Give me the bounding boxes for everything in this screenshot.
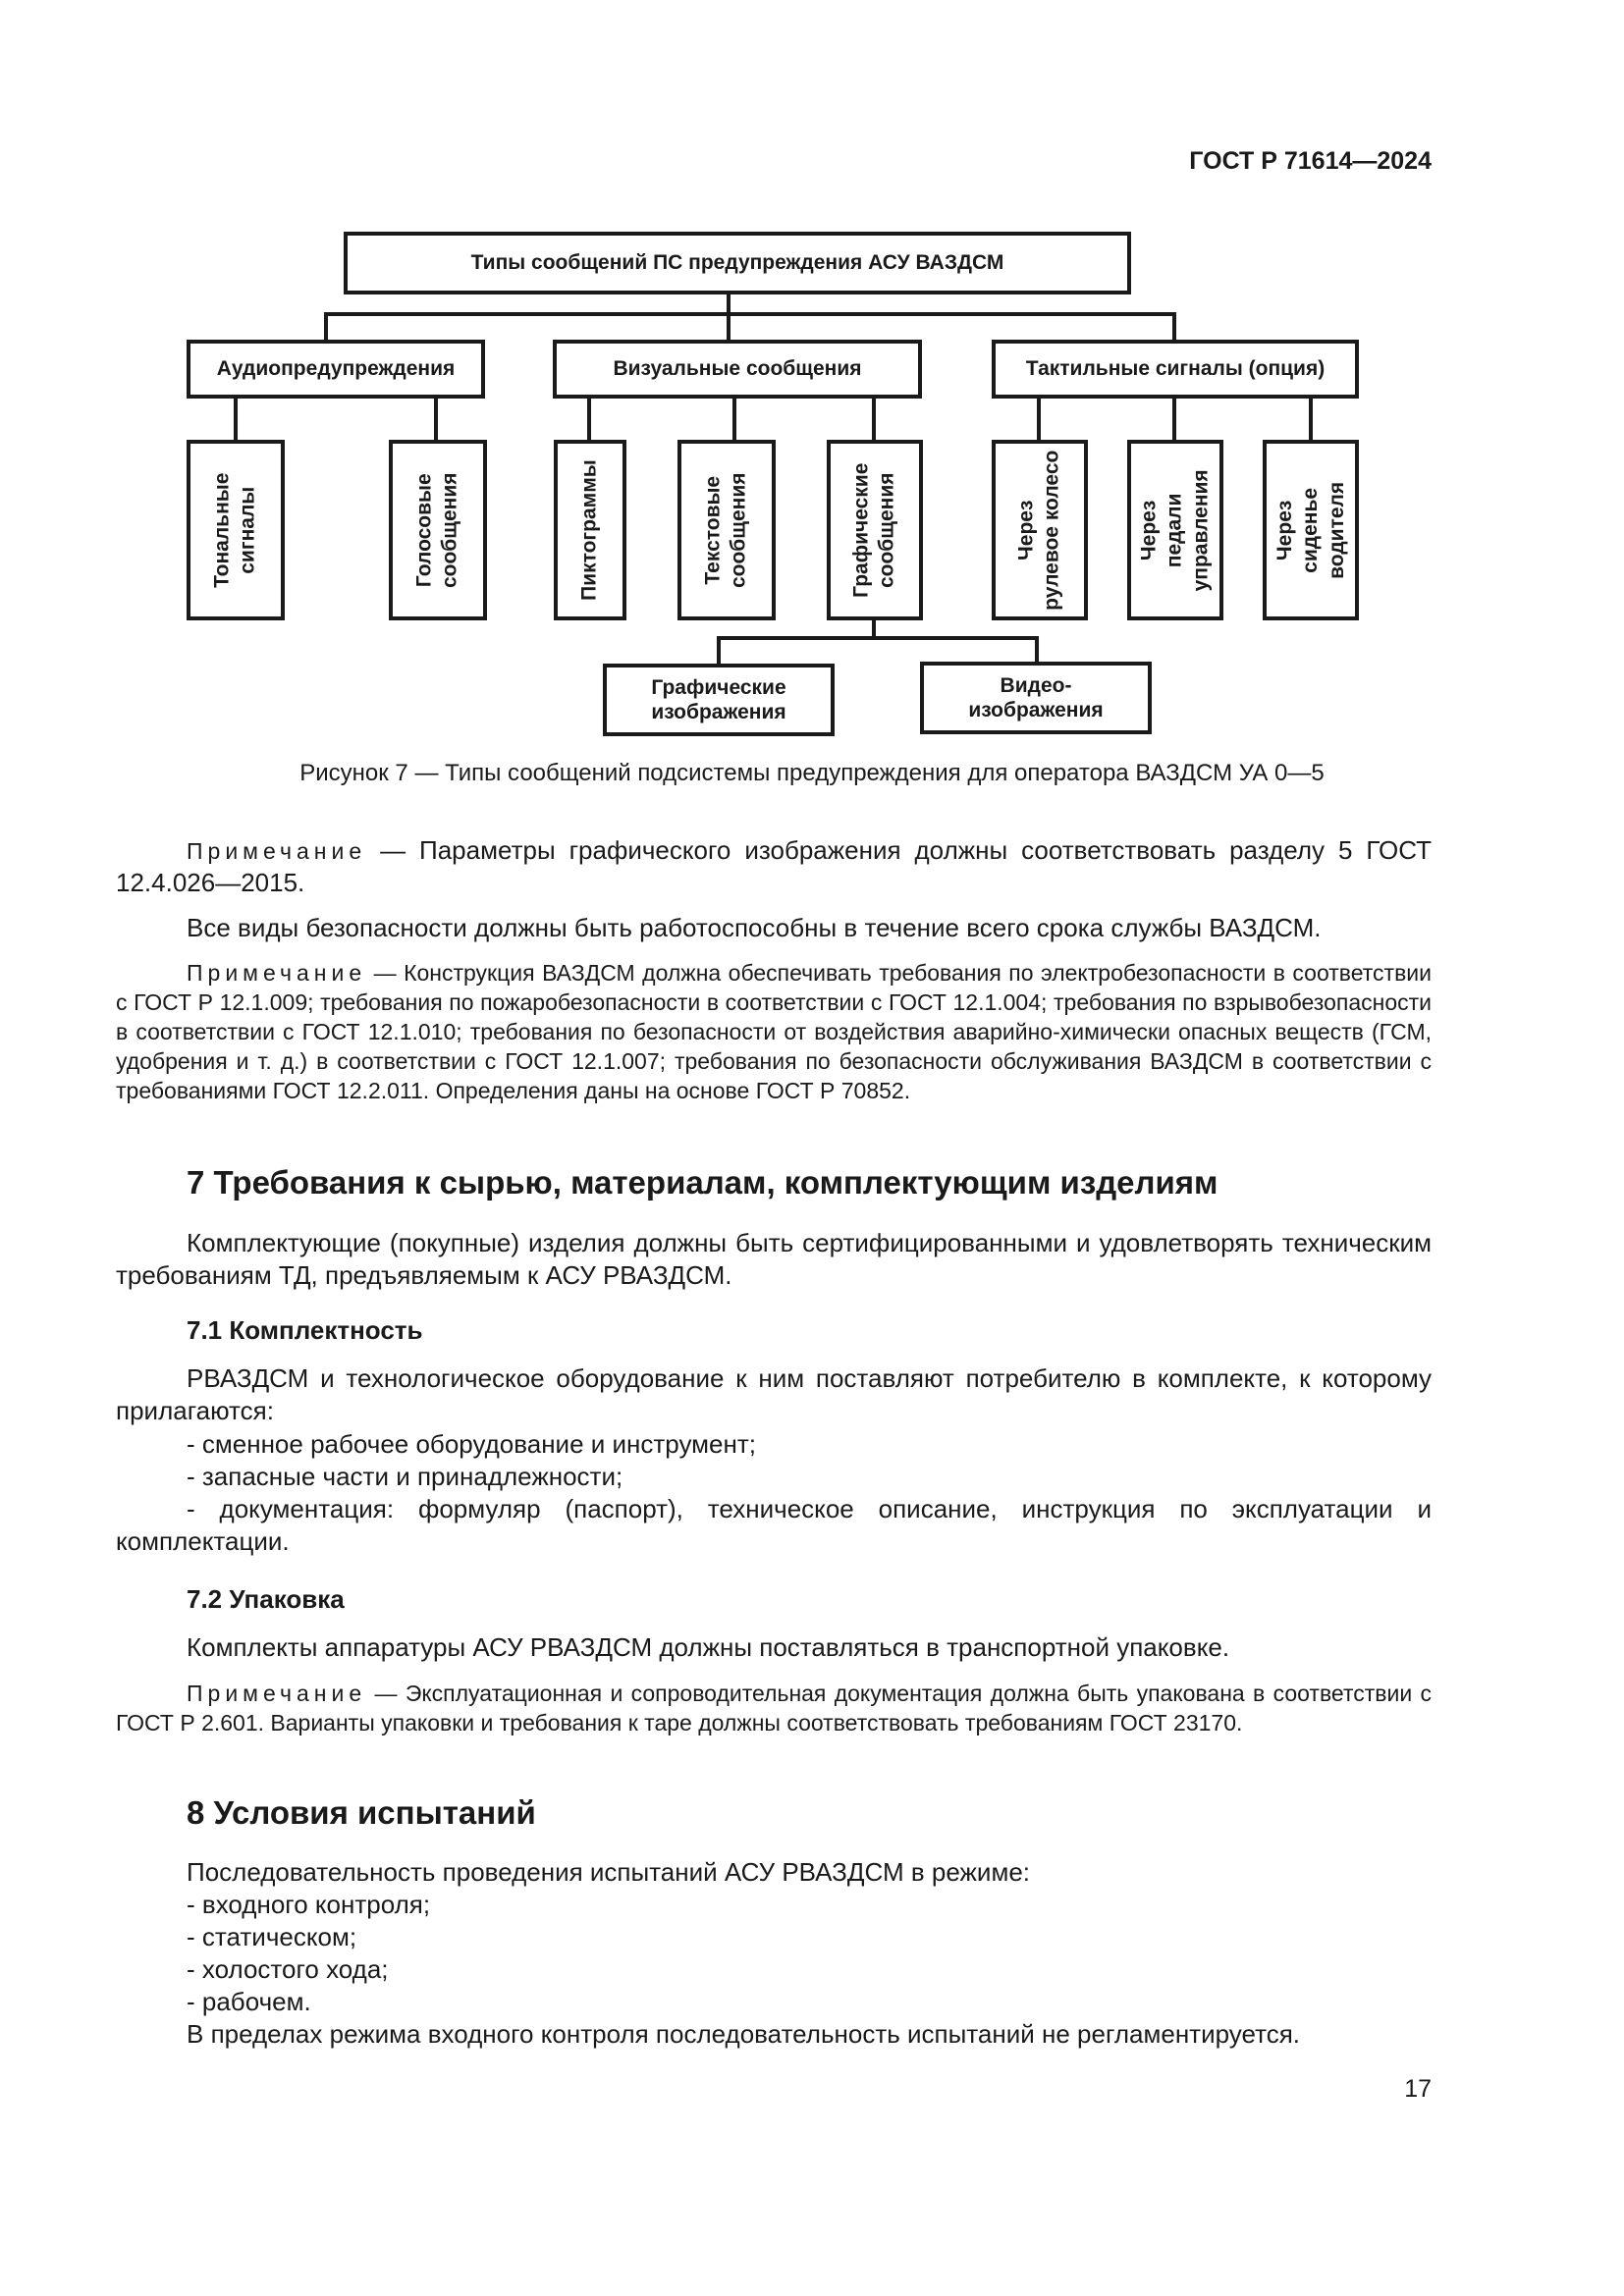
note-3 [116,1679,1432,1737]
note-1-text: — Параметры графического изображения должны соответствовать разделу 5 ГОСТ 12.4.026—2015. [116,835,1432,897]
section-7-1-paragraph: РВАЗДСМ и технологическое оборудование к ним поставляют потребителю в комплекте, к которому прилагаются: [116,1363,1432,1425]
diagram-leaf-pedals [1127,440,1223,620]
diagram-leaf-steering-wheel-text: Через рулевое колесо [1014,450,1063,611]
diagram-sub-graphic-images: Графические изображения [603,664,835,736]
note-2-text: — Конструкция ВАЗДСМ должна обеспечивать требования по электробезопасности в соответствии с ГОСТ Р 12.1.009; требования по пожаробезопасности в соответствии с ГОСТ 12.1.004; требования по взрывобезопасности в соответствии с ГОСТ 12.1.010; требования по безопасности от воздействия аварийно-химически опасных веществ (ГСМ, удобрения и т. д.) в соответствии с ГОСТ 12.1.007; требования по безопасности обслуживания ВАЗДСМ в соответствии с требованиями ГОСТ 12.2.011. Определения даны на основе ГОСТ Р 70852. [116,960,1433,1103]
diagram-leaf-pedals-text: Через педали управления [1137,468,1213,592]
diagram-group-tactile: Тактильные сигналы (опция) [992,340,1359,399]
diagram-leaf-graphic-messages [827,440,923,620]
diagram-group-audio: Аудиопредупреждения [187,340,485,399]
page-number: 17 [1404,2075,1432,2103]
diagram-leaf-text-messages [677,440,776,620]
diagram-leaf-graphic-messages-text: Графические сообщения [849,462,898,598]
list-item: - запасные части и принадлежности; [187,1462,623,1491]
diagram-leaf-pictograms-text: Пиктограммы [577,459,601,601]
diagram-root-box: Типы сообщений ПС предупреждения АСУ ВАЗДСМ [344,232,1131,294]
diagram-leaf-seat [1263,440,1359,620]
diagram-leaf-text-messages-text: Текстовые сообщения [701,472,750,588]
section-8-intro: Последовательность проведения испытаний АСУ РВАЗДСМ в режиме: [187,1857,1031,1887]
section-7-1-title: 7.1 Комплектность [187,1315,423,1345]
diagram-leaf-steering-wheel [992,440,1088,620]
list-item: - статическом; [187,1922,357,1951]
diagram-group-visual: Визуальные сообщения [553,340,922,399]
section-7-paragraph: Комплектующие (покупные) изделия должны быть сертифицированными и удовлетворять техническим требованиям ТД, предъявляемым к АСУ РВАЗДСМ. [116,1228,1432,1290]
paragraph-safety: Все виды безопасности должны быть работоспособны в течение всего срока службы ВАЗДСМ. [187,913,1322,942]
list-item: - сменное рабочее оборудование и инструмент; [187,1429,756,1459]
diagram-leaf-seat-text: Через сиденье водителя [1272,481,1348,579]
section-7-2-paragraph: Комплекты аппаратуры АСУ РВАЗДСМ должны поставляться в транспортной упаковке. [187,1632,1230,1662]
note-3-text: — Эксплуатационная и сопроводительная документация должна быть упакована в соответствии с ГОСТ Р 2.601. Варианты упаковки и требования к таре должны соответствовать требованиям ГОСТ 23170. [116,1681,1433,1735]
list-item: - входного контроля; [187,1890,431,1919]
diagram-leaf-voice-text: Голосовые сообщения [412,472,461,588]
section-8-closing: В пределах режима входного контроля последовательность испытаний не регламентируется. [187,2019,1301,2049]
diagram-leaf-tonal-text: Тональные сигналы [210,472,259,588]
list-item: - документация: формуляр (паспорт), техническое описание, инструкция по эксплуатации и комплектации. [116,1494,1432,1556]
list-item: - рабочем. [187,1987,311,2016]
diagram-leaf-pictograms [554,440,626,620]
section-7-2-title: 7.2 Упаковка [187,1584,345,1614]
list-item: - холостого хода; [187,1954,389,1984]
note-1-label: Примечание [187,838,367,864]
diagram-sub-video-images: Видео- изображения [920,662,1152,734]
note-2 [116,958,1432,1105]
note-1 [116,834,1432,899]
note-2-label: Примечание [187,960,367,986]
note-3-label: Примечание [187,1681,367,1706]
figure-caption: Рисунок 7 — Типы сообщений подсистемы предупреждения для оператора ВАЗДСМ УА 0—5 [299,760,1325,786]
section-8-title: 8 Условия испытаний [187,1794,536,1831]
document-code: ГОСТ Р 71614—2024 [1189,147,1432,175]
section-7-title: 7 Требования к сырью, материалам, комплектующим изделиям [187,1164,1218,1201]
diagram-leaf-voice [389,440,487,620]
diagram-leaf-tonal [187,440,285,620]
